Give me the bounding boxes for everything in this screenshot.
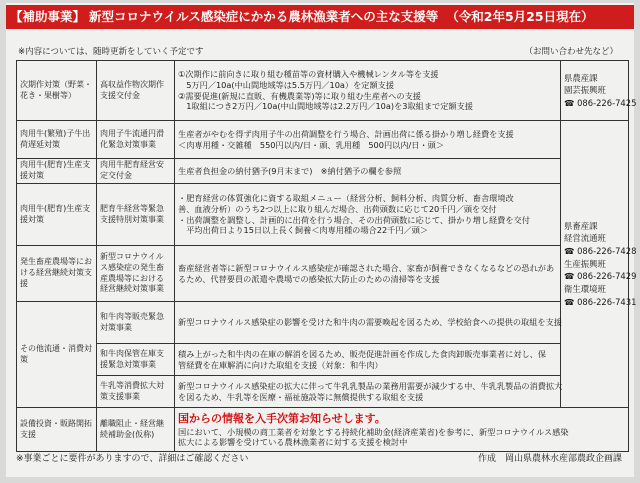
contact-phone: ☎ 086-226-7425 [564, 97, 637, 108]
description-line: 平均出荷日より15日以上長く飼養＜肉専用種の場合22千円／頭＞ [178, 225, 429, 236]
description-cell [175, 376, 561, 408]
category-cell: 肉用牛(繁殖)子牛出荷遅延対策 [17, 121, 97, 159]
table-row [17, 159, 629, 184]
description-cell [175, 121, 561, 159]
program-cell: 牛乳等消費拡大対策支援事業 [97, 376, 175, 408]
category-cell: 発生畜産農場等における経営継続対策支援 [17, 246, 97, 302]
description-line: 畜産経営者等に新型コロナウイルス感染症が確認された場合、家畜が飼養できなくなるなどの恐れがあるため、代替要員の派遣や農場での感染拡大防止のための清掃等を支援 [178, 262, 555, 284]
description-line: ・出荷調整を調整し、計画的に出荷を行う場合、その出荷頭数に応じて、掛かり増し経費を交付 [178, 214, 530, 225]
category-cell: 次期作対策（野菜・花き・果樹等） [17, 61, 97, 121]
program-cell: 高収益作物次期作支援交付金 [97, 61, 175, 121]
page-title: 新型コロナウイルス感染症にかかる農林漁業者への主な支援等 [89, 9, 439, 24]
contact-line: 県農産課 [564, 72, 598, 83]
table-row [17, 376, 629, 408]
description-line: 1取組につき2万円／10a(中山間地域等は2.2万円／10a)を3取組まで定額支援 [178, 101, 473, 112]
description-line: ②需要促進(新規に直販、有機農業等)等に取り組む生産者への支援 [178, 90, 421, 101]
category-cell: 肉用牛(肥育)生産支援対策 [17, 184, 97, 246]
description-line: ＜肉専用種・交雑種 550円以内/日・頭、乳用種 500円以内/日・頭＞ [178, 139, 445, 150]
description-line: 管経費を在庫解消に向けた取組を支援（対象：和牛肉） [178, 359, 383, 370]
contact-line: 園芸振興班 [564, 85, 606, 96]
description-line: 生産者がやむを得ず肉用子牛の出荷調整を行う場合、計画出荷に係る掛かり増し経費を支援 [178, 128, 514, 139]
description-line: 積み上がった和牛肉の在庫の解消を図るため、販売促進計画を作成した食肉卸販売事業者に対し、保 [178, 348, 547, 359]
description-line: を図るため、牛乳等を医療・福祉施設等に無償提供する取組を支援 [178, 391, 424, 402]
notice-headline: 国からの情報を入手次第お知らせします。 [178, 412, 386, 426]
category-cell: 設備投資・販路開拓支援 [17, 408, 97, 452]
description-line: 生産者負担金の納付猶予(9月末まで) ※納付猶予の欄を参照 [178, 165, 402, 176]
program-cell: 肥育牛経営等緊急支援特別対策事業 [97, 184, 175, 246]
description-line: 新型コロナウイルス感染症の影響を受けた和牛肉の需要喚起を図るため、学校給食への提供の取組を支援 [178, 317, 562, 328]
program-cell: 新型コロナウイルス感染症の発生畜産農場等における経営継続対策事業 [97, 246, 175, 302]
banner-tag: 【補助事業】 [10, 9, 86, 24]
category-cell: 肉用牛(肥育)生産支援対策 [17, 159, 97, 184]
program-cell: 和牛肉保管在庫支援緊急対策事業 [97, 344, 175, 376]
table-row [17, 408, 629, 452]
description-line: ・肥育経営の体質強化に資する取組メニュー（経営分析、飼料分析、肉質分析、畜舎環境改 [178, 193, 514, 204]
contact-line: 衛生環境班 [564, 283, 606, 294]
contact-phone: ☎ 086-226-7429 [564, 271, 637, 282]
table-row [17, 184, 629, 246]
description-cell [175, 246, 561, 302]
description-cell [175, 408, 629, 452]
description-line: 善、血液分析）のうち2つ以上に取り組んだ場合、出荷頭数に応じて20千円／頭を交付 [178, 203, 497, 214]
contact-cell-agri [561, 61, 637, 121]
program-cell: 肉用子牛流通円滑化緊急対策事業 [97, 121, 175, 159]
table-row [17, 246, 629, 302]
contact-line: 生産振興班 [564, 258, 606, 269]
table-row [17, 121, 629, 159]
description-line: 新型コロナウイルス感染症の拡大に伴って牛乳乳製品の業務用需要が減少する中、牛乳乳製品の消費拡大 [178, 380, 563, 391]
author-credit: 作成 岡山県農林水産部農政企画課 [477, 454, 622, 464]
category-cell: その他流通・消費対策 [17, 302, 97, 408]
update-note: ※内容については、随時更新をしていく予定です [18, 47, 204, 57]
contact-heading: （お問い合わせ先など） [524, 47, 618, 57]
description-line: 5万円／10a(中山間地域等は5.5万円／10a）を定額支援 [178, 79, 395, 90]
title-banner [6, 5, 634, 29]
description-line: ①次期作に前向きに取り組む種苗等の資材購入や機械レンタル等を支援 [178, 69, 439, 80]
description-cell [175, 159, 561, 184]
support-table [16, 60, 637, 452]
contact-line: 経営流通班 [564, 233, 606, 244]
document-page [6, 3, 637, 477]
contact-line: 県畜産課 [564, 220, 598, 231]
description-cell [175, 184, 561, 246]
requirements-note: ※事業ごとに要件がありますので、詳細はご確認ください [16, 454, 249, 464]
contact-phone: ☎ 086-226-7431 [564, 296, 637, 307]
contact-phone: ☎ 086-226-7428 [564, 246, 637, 257]
description-line: 国において、小規模の商工業者を対象とする持続化補助金(経済産業省)を参考に、新型コロナウイルス感染 [178, 426, 569, 437]
description-cell [175, 61, 561, 121]
table-row [17, 344, 629, 376]
program-cell: 和牛肉等販売緊急対策事業 [97, 302, 175, 344]
description-cell [175, 344, 561, 376]
date-stamp: （令和2年5月25日現在） [446, 9, 594, 24]
table-row [17, 302, 629, 344]
program-cell: 離職阻止・経営継続補助金(仮称) [97, 408, 175, 452]
description-line: 拡大による影響を受けている農林漁業者に対する支援を検討中 [178, 437, 408, 448]
program-cell: 肉用牛肥育経営安定交付金 [97, 159, 175, 184]
contact-cell-livestock [561, 121, 637, 408]
description-cell [175, 302, 561, 344]
table-row [17, 61, 629, 121]
